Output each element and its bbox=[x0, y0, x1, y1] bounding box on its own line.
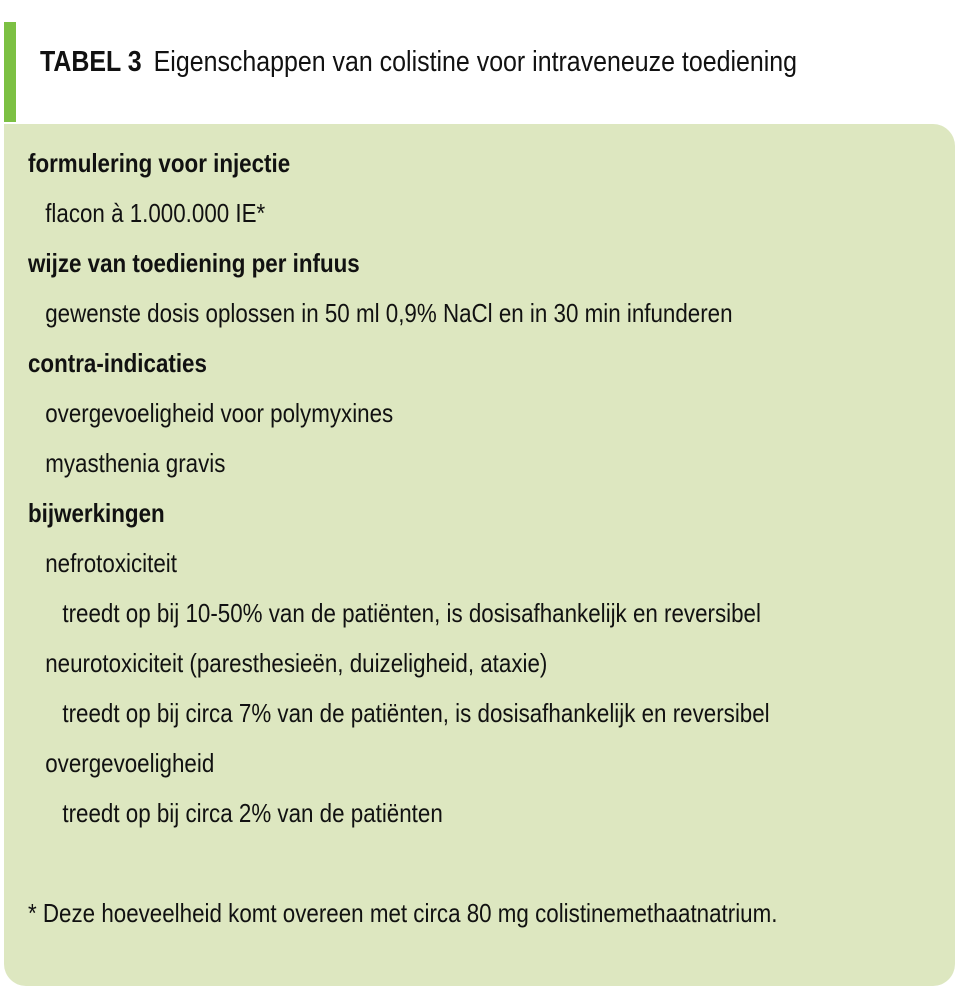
section-heading-side-effects: bijwerkingen bbox=[28, 498, 165, 528]
table-row-detail: treedt op bij circa 2% van de patiënten bbox=[62, 798, 443, 828]
table-row: neurotoxiciteit (paresthesieën, duizeligheid, ataxie) bbox=[45, 648, 548, 678]
section-heading-formulation: formulering voor injectie bbox=[28, 148, 291, 178]
table-title bbox=[40, 42, 797, 82]
table-footnote: * Deze hoeveelheid komt overeen met circa 80 mg colistinemethaatnatrium. bbox=[28, 898, 778, 928]
table-row: nefrotoxiciteit bbox=[45, 548, 177, 578]
table-caption: Eigenschappen van colistine voor intraveneuze toediening bbox=[153, 46, 798, 78]
title-accent-bar bbox=[4, 22, 16, 122]
table-rows bbox=[28, 138, 948, 838]
table-row: overgevoeligheid bbox=[45, 748, 215, 778]
table-row: myasthenia gravis bbox=[45, 448, 226, 478]
table-title-bar bbox=[0, 22, 959, 122]
section-heading-administration: wijze van toediening per infuus bbox=[28, 248, 360, 278]
table-row: flacon à 1.000.000 IE* bbox=[45, 198, 266, 228]
table-row: overgevoeligheid voor polymyxines bbox=[45, 398, 394, 428]
table-row-detail: treedt op bij 10-50% van de patiënten, is dosisafhankelijk en reversibel bbox=[62, 598, 761, 628]
table-row: gewenste dosis oplossen in 50 ml 0,9% NaCl en in 30 min infunderen bbox=[45, 298, 733, 328]
table-label: TABEL 3 bbox=[40, 46, 142, 78]
section-heading-contraindications: contra-indicaties bbox=[28, 348, 207, 378]
table-row-detail: treedt op bij circa 7% van de patiënten, is dosisafhankelijk en reversibel bbox=[62, 698, 770, 728]
